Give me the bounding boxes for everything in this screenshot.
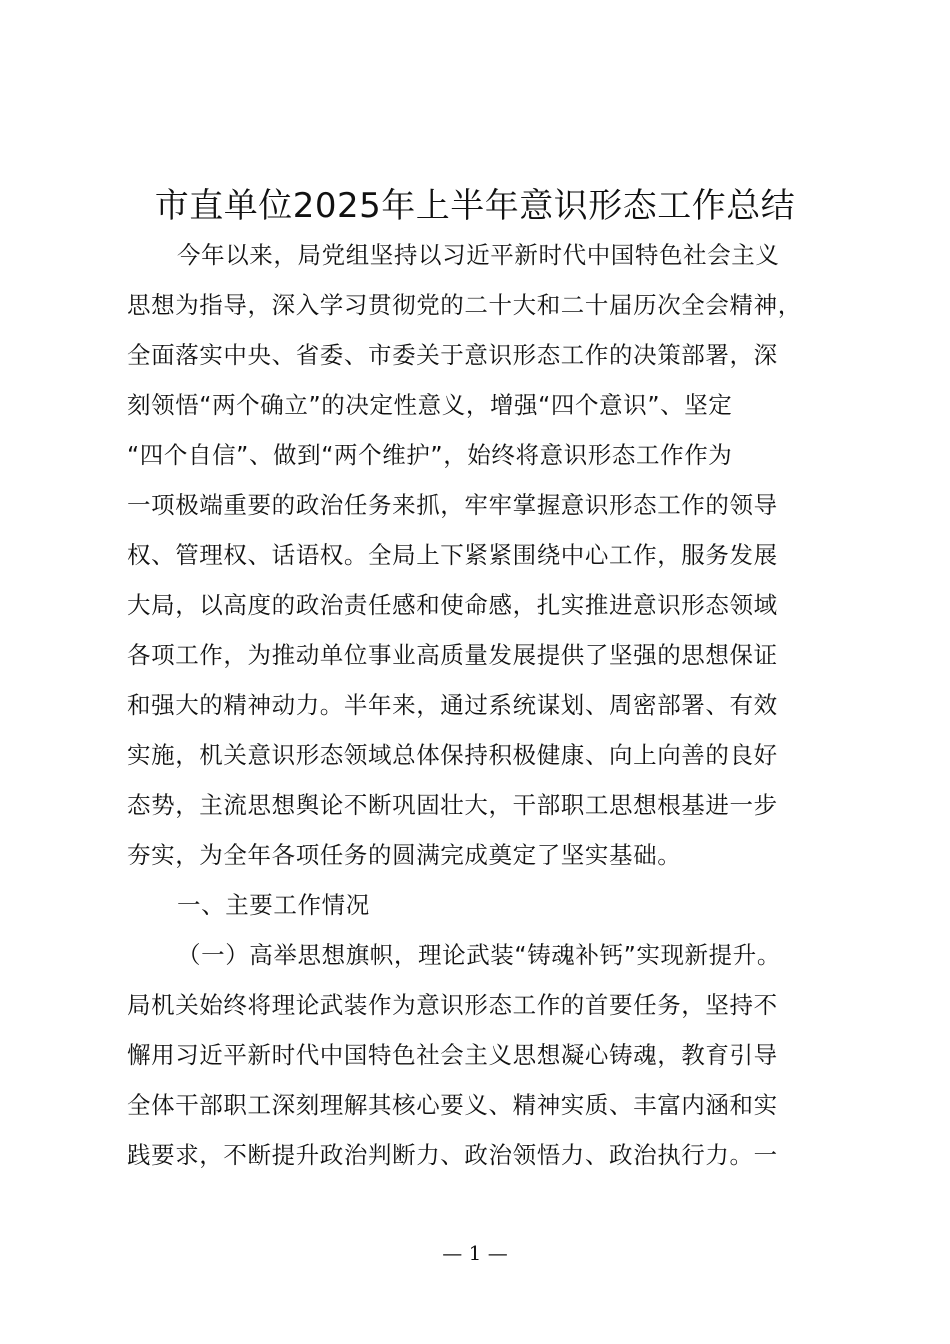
- paragraph-line: 一项极端重要的政治任务来抓，牢牢掌握意识形态工作的领导: [127, 491, 778, 519]
- document-title: 市直单位2025年上半年意识形态工作总结: [154, 186, 796, 226]
- paragraph-line: “四个自信”、做到“两个维护”，始终将意识形态工作作为: [127, 441, 733, 469]
- paragraph-line: 全体干部职工深刻理解其核心要义、精神实质、丰富内涵和实: [127, 1091, 778, 1119]
- paragraph-line: 刻领悟“两个确立”的决定性意义，增强“四个意识”、坚定: [127, 391, 733, 419]
- paragraph-line: 夯实，为全年各项任务的圆满完成奠定了坚实基础。: [127, 841, 682, 869]
- paragraph-line: 今年以来，局党组坚持以习近平新时代中国特色社会主义: [177, 241, 780, 269]
- paragraph-line: 权、管理权、话语权。全局上下紧紧围绕中心工作，服务发展: [127, 541, 778, 569]
- paragraph-line: 全面落实中央、省委、市委关于意识形态工作的决策部署，深: [127, 341, 778, 369]
- document-body: [127, 230, 867, 1180]
- paragraph-line: 思想为指导，深入学习贯彻党的二十大和二十届历次全会精神，: [127, 291, 802, 319]
- subsection-heading: （一）高举思想旗帜，理论武装“铸魂补钙”实现新提升。: [177, 941, 781, 969]
- paragraph-line: 懈用习近平新时代中国特色社会主义思想凝心铸魂，教育引导: [127, 1041, 778, 1069]
- paragraph-line: 大局，以高度的政治责任感和使命感，扎实推进意识形态领域: [127, 591, 778, 619]
- paragraph-line: 践要求，不断提升政治判断力、政治领悟力、政治执行力。一: [127, 1141, 778, 1169]
- paragraph-line: 实施，机关意识形态领域总体保持积极健康、向上向善的良好: [127, 741, 778, 769]
- paragraph-line: 各项工作，为推动单位事业高质量发展提供了坚强的思想保证: [127, 641, 778, 669]
- page-number: — 1 —: [442, 1241, 508, 1265]
- paragraph-line: 局机关始终将理论武装作为意识形态工作的首要任务，坚持不: [127, 991, 778, 1019]
- paragraph-line: 态势，主流思想舆论不断巩固壮大，干部职工思想根基进一步: [127, 791, 778, 819]
- paragraph-line: 和强大的精神动力。半年来，通过系统谋划、周密部署、有效: [127, 691, 778, 719]
- section-heading: 一、主要工作情况: [177, 891, 370, 919]
